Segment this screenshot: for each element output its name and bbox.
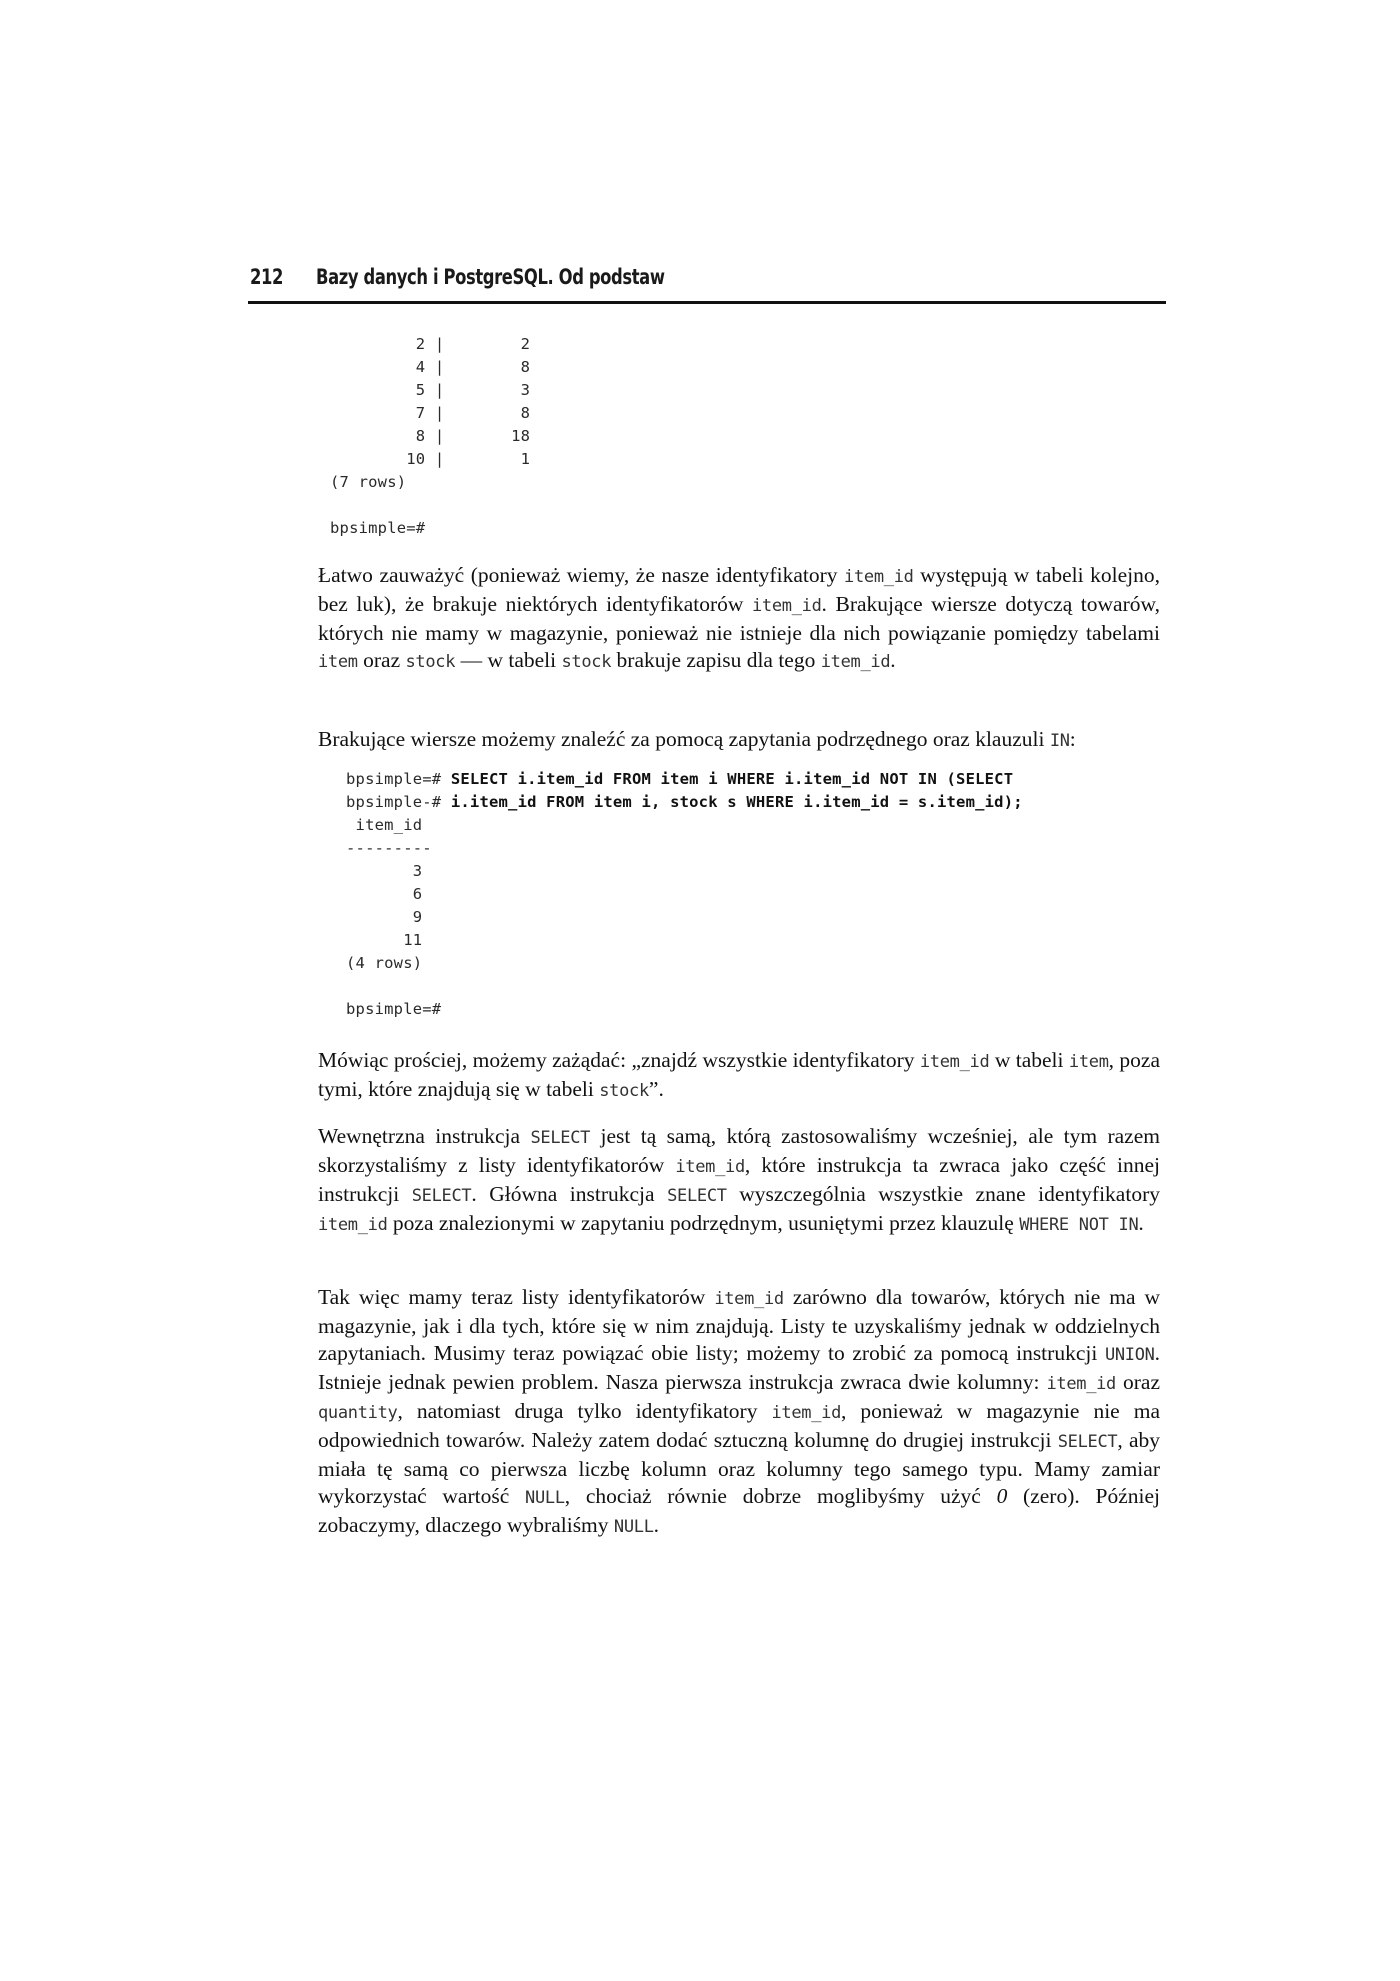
sql-query-line: i.item_id FROM item i, stock s WHERE i.item_id = s.item_id); [450, 793, 1023, 811]
code-line: bpsimple=# [330, 519, 426, 537]
code-line: item_id [346, 816, 423, 834]
code-line: (4 rows) [346, 954, 423, 972]
page-header [248, 263, 1166, 304]
code-line: (7 rows) [330, 473, 407, 491]
code-block-query-output-1 [330, 333, 530, 540]
paragraph-plain-explanation: Mówiąc prościej, możemy zażądać: „znajdź wszystkie identyfikatory item_id w tabeli item, poza tymi, które znajdują się w tabeli stock”. [318, 1048, 1160, 1101]
code-line: --------- [346, 839, 432, 857]
code-line: 2 | 2 [330, 335, 531, 353]
running-title: Bazy danych i PostgreSQL. Od podstaw [316, 265, 665, 289]
code-line: 9 [346, 908, 423, 926]
code-line: 3 [346, 862, 423, 880]
code-prompt: bpsimple=# [346, 770, 451, 788]
code-line: 7 | 8 [330, 404, 531, 422]
page-number: 212 [250, 265, 284, 289]
code-line: 11 [346, 931, 423, 949]
paragraph-missing-rows: Łatwo zauważyć (ponieważ wiemy, że nasze identyfikatory item_id występują w tabeli kolejno, bez luk), że brakuje niektórych identyfikatorów item_id. Brakujące wiersze dotyczą towarów, których nie mamy w magazynie, ponieważ nie istnieje dla nich powiązanie pomiędzy tabelami item oraz stock — w tabeli stock brakuje zapisu dla tego item_id. [318, 563, 1161, 672]
paragraph-subquery-intro: Brakujące wiersze możemy znaleźć za pomocą zapytania podrzędnego oraz klauzuli IN: [318, 727, 1076, 751]
code-line: 10 | 1 [330, 450, 531, 468]
code-line: 4 | 8 [330, 358, 531, 376]
code-prompt: bpsimple-# [346, 793, 451, 811]
paragraph-inner-select: Wewnętrzna instrukcja SELECT jest tą samą, którą zastosowaliśmy wcześniej, ale tym razem skorzystaliśmy z listy identyfikatorów item_id, które instrukcja ta zwraca jako część innej instrukcji SELECT. Główna instrukcja SELECT wyszczególnia wszystkie znane identyfikatory item_id poza znalezionymi w zapytaniu podrzędnym, usuniętymi przez klauzulę WHERE NOT IN. [318, 1124, 1160, 1235]
code-line: bpsimple=# [346, 1000, 442, 1018]
sql-query-line: SELECT i.item_id FROM item i WHERE i.item_id NOT IN (SELECT [450, 770, 1014, 788]
code-line: 6 [346, 885, 423, 903]
code-line: 5 | 3 [330, 381, 531, 399]
code-line: 8 | 18 [330, 427, 531, 445]
code-block-subquery [346, 768, 1023, 1021]
paragraph-union-problem: Tak więc mamy teraz listy identyfikatorów item_id zarówno dla towarów, których nie ma w magazynie, jak i dla tych, które się w nim znajdują. Listy te uzyskaliśmy jednak w oddzielnych zapytaniach. Musimy teraz powiązać obie listy; możemy to zrobić za pomocą instrukcji UNION. Istnieje jednak pewien problem. Nasza pierwsza instrukcja zwraca dwie kolumny: item_id oraz quantity, natomiast druga tylko identyfikatory item_id, ponieważ w magazynie nie ma odpowiednich towarów. Należy zatem dodać sztuczną kolumnę do drugiej instrukcji SELECT, aby miała tę samą co pierwsza liczbę kolumn oraz kolumny tego samego typu. Mamy zamiar wykorzystać wartość NULL, chociaż równie dobrze moglibyśmy użyć 0 (zero). Później zobaczymy, dlaczego wybraliśmy NULL. [318, 1285, 1161, 1537]
